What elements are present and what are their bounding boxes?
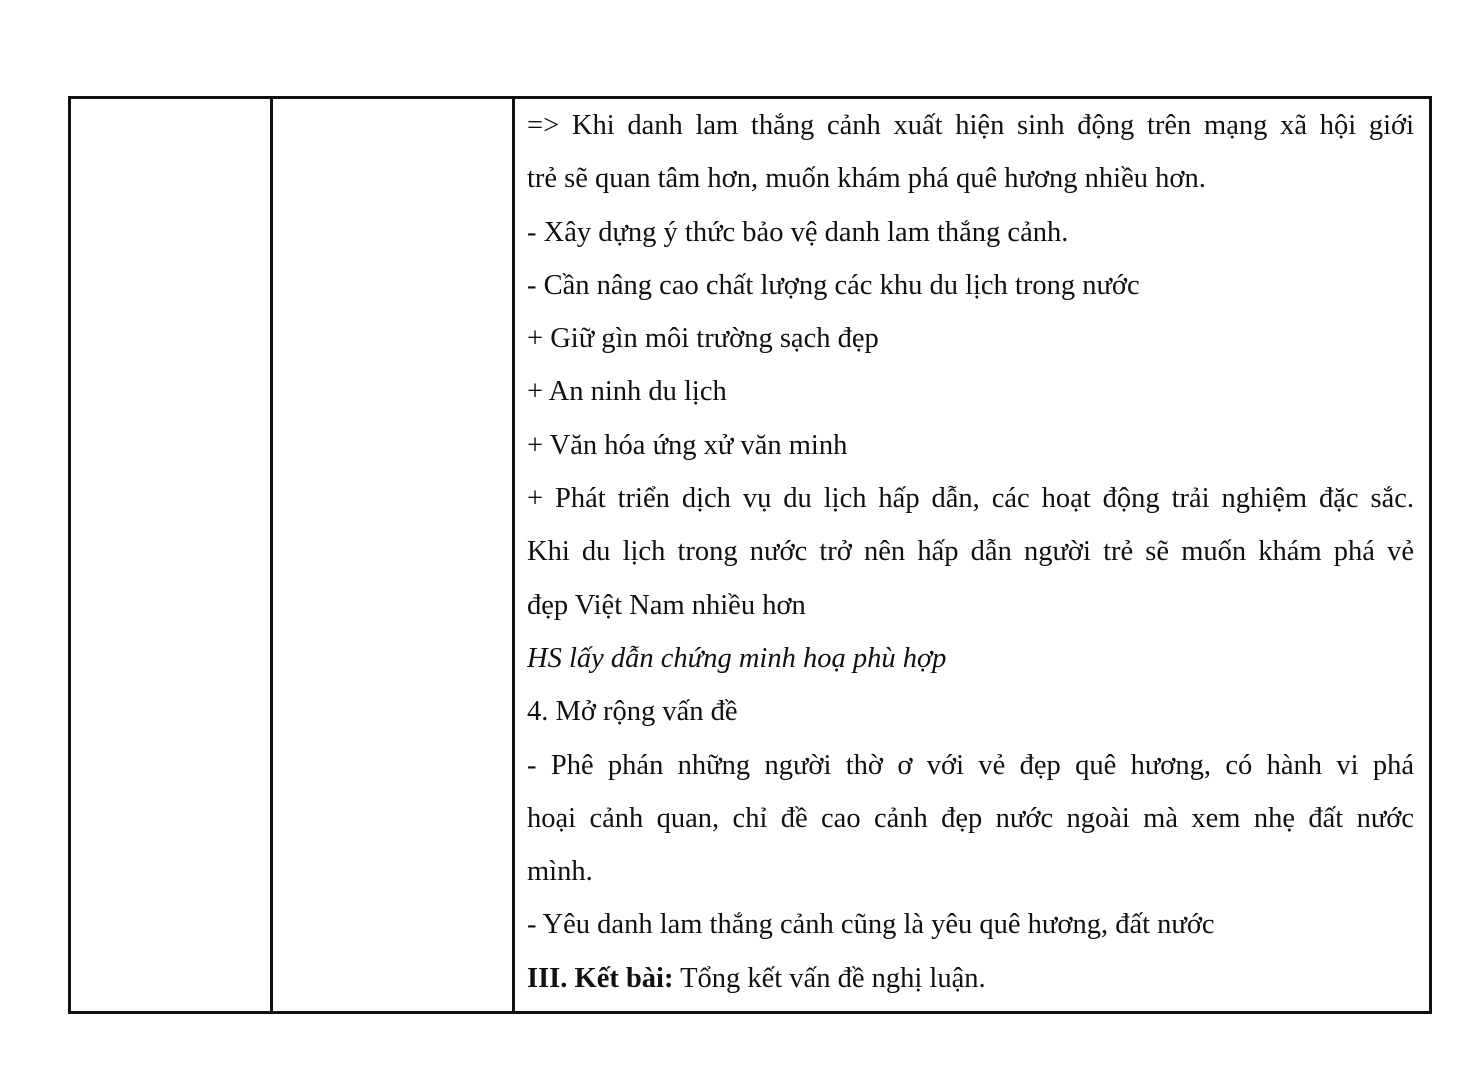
text-line: + Văn hóa ứng xử văn minh — [527, 429, 848, 461]
section-heading: 4. Mở rộng vấn đề — [527, 696, 738, 728]
text-line: Khi du lịch trong nước trở nên hấp dẫn người trẻ sẽ muốn khám phá vẻ — [527, 536, 1414, 568]
text-line: + Phát triển dịch vụ du lịch hấp dẫn, các hoạt động trải nghiệm đặc sắc. — [527, 483, 1414, 515]
text-line: + Giữ gìn môi trường sạch đẹp — [527, 323, 879, 355]
document-table — [68, 96, 1432, 1014]
text-line: => Khi danh lam thắng cảnh xuất hiện sinh động trên mạng xã hội giới — [527, 110, 1414, 141]
table-cell-empty-2 — [273, 99, 515, 1011]
text-line: hoại cảnh quan, chỉ đề cao cảnh đẹp nước ngoài mà xem nhẹ đất nước — [527, 802, 1414, 834]
conclusion-line — [527, 952, 1414, 1005]
text-line: - Cần nâng cao chất lượng các khu du lịch trong nước — [527, 269, 1140, 301]
table-cell-content — [515, 99, 1429, 1011]
conclusion-label: III. Kết bài: — [527, 962, 674, 994]
text-line: - Phê phán những người thờ ơ với vẻ đẹp quê hương, có hành vi phá — [527, 749, 1414, 781]
table-cell-empty-1 — [71, 99, 273, 1011]
text-line: đẹp Việt Nam nhiều hơn — [527, 589, 806, 621]
text-line: - Yêu danh lam thắng cảnh cũng là yêu quê hương, đất nước — [527, 909, 1215, 941]
text-line-italic-note: HS lấy dẫn chứng minh hoạ phù hợp — [527, 642, 947, 674]
text-line: - Xây dựng ý thức bảo vệ danh lam thắng cảnh. — [527, 216, 1069, 248]
text-line: mình. — [527, 856, 593, 888]
conclusion-text: Tổng kết vấn đề nghị luận. — [673, 962, 986, 994]
text-line: trẻ sẽ quan tâm hơn, muốn khám phá quê hương nhiều hơn. — [527, 163, 1206, 195]
text-line: + An ninh du lịch — [527, 376, 727, 408]
